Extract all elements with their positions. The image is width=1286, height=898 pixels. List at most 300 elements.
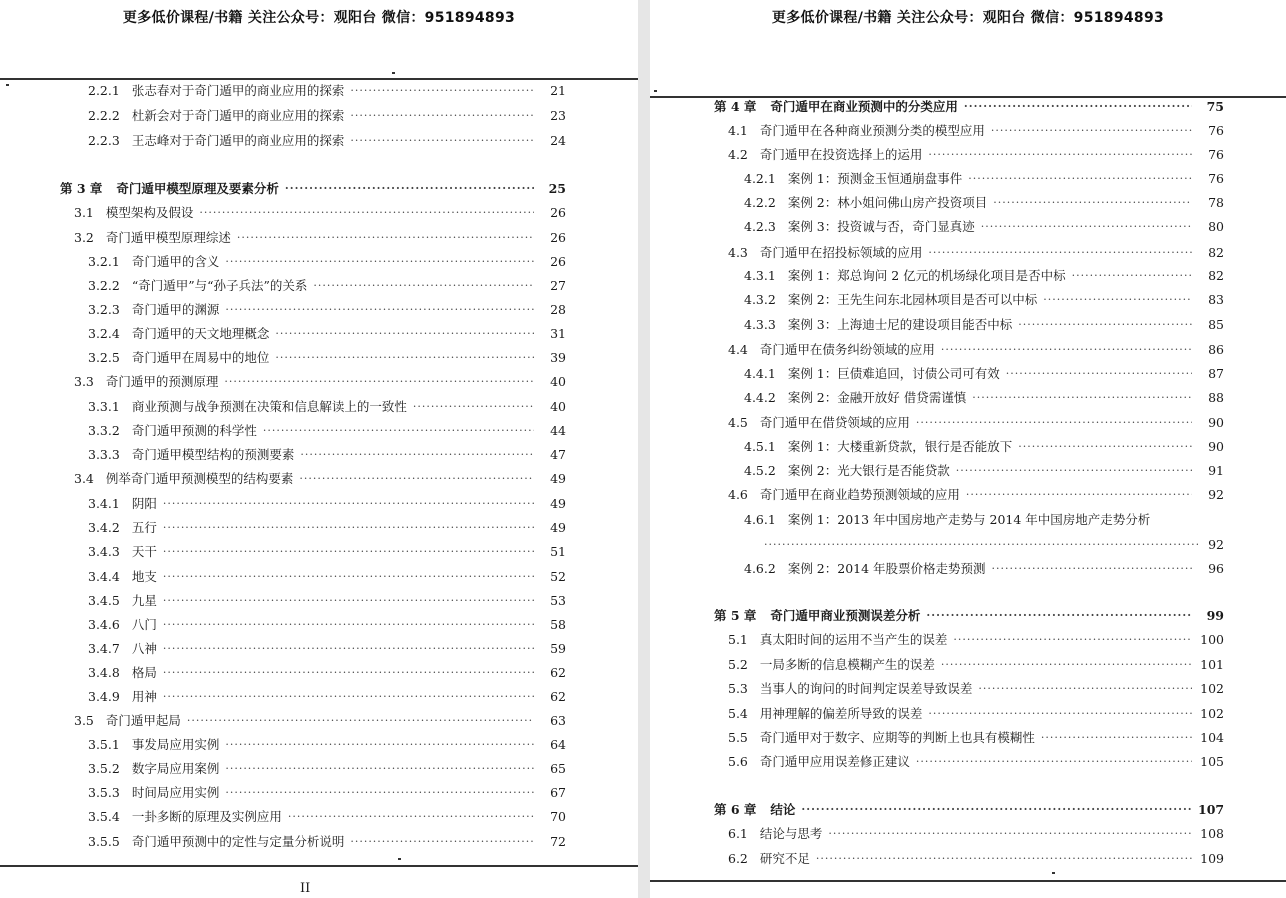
toc-entry-number: 4.6.2 [744,560,776,576]
toc-entry-number: 4.2.3 [744,218,776,234]
toc-entry-page: 40 [550,373,566,389]
toc-entry[interactable] [74,710,566,730]
toc-entry-number: 2.2.3 [88,132,120,148]
right-page [650,0,1286,898]
toc-entry[interactable] [88,420,566,440]
toc-entry-page: 82 [1208,244,1224,260]
toc-entry-title: 案例 2：林小姐问佛山房产投资项目 [787,195,988,210]
toc-entry-page: 96 [1208,560,1224,576]
toc-entry-title: 一卦多断的原理及实例应用 [131,809,282,824]
toc-entry[interactable] [74,202,566,222]
toc-entry-page: 52 [550,568,566,584]
toc-entry-title: 用神 [131,689,157,704]
toc-entry-title: 奇门遁甲在投资选择上的运用 [759,147,923,162]
toc-chapter-entry[interactable] [714,605,1224,625]
toc-entry-page: 105 [1200,753,1224,769]
toc-entry-number: 3.3.2 [88,422,120,438]
toc-entry-page: 78 [1208,194,1224,210]
scan-speck [398,858,401,860]
toc-entry-continuation [764,534,1224,554]
toc-entry-page: 21 [550,82,566,98]
toc-entry-number: 2.2.1 [88,82,120,98]
toc-entry-number: 3.1 [74,204,94,220]
leader-dots [1018,440,1192,453]
toc-entry-page: 87 [1208,365,1224,381]
leader-dots [993,196,1192,209]
toc-entry-page: 28 [550,301,566,317]
leader-dots [288,810,534,823]
toc-entry-page: 82 [1208,267,1224,283]
toc-entry-title: 奇门遁甲的含义 [131,254,220,269]
toc-entry-number: 4.3.2 [744,291,776,307]
toc-entry-number: 3.3 [74,373,94,389]
toc-entry-title: 天干 [131,544,157,559]
leader-dots [263,424,534,437]
toc-entry-title: 奇门遁甲在债务纠纷领域的应用 [759,342,935,357]
leader-dots [981,220,1192,233]
leader-dots [816,852,1192,865]
toc-entry-title: 时间局应用实例 [131,785,220,800]
toc-entry[interactable] [88,806,566,826]
toc-entry-page: 65 [550,760,566,776]
leader-dots [968,172,1192,185]
leader-dots [966,488,1192,501]
toc-entry-title: 案例 2：光大银行是否能贷款 [787,463,950,478]
toc-entry-page: 70 [550,808,566,824]
toc-entry-page: 27 [550,277,566,293]
bottom-rule [0,865,638,867]
toc-entry-title: 事发局应用实例 [131,737,220,752]
toc-entry-title: 五行 [131,520,157,535]
toc-entry[interactable] [728,629,1224,649]
leader-dots [163,666,534,679]
toc-entry-title: 奇门遁甲在各种商业预测分类的模型应用 [759,123,985,138]
toc-entry[interactable] [744,387,1224,407]
toc-entry[interactable] [88,80,566,100]
toc-entry[interactable] [728,242,1224,262]
leader-dots [972,391,1192,404]
leader-dots [413,400,534,413]
bottom-rule [650,880,1286,882]
toc-entry-page: 109 [1200,850,1224,866]
toc-entry-number: 3.5 [74,712,94,728]
toc-entry-page: 76 [1208,122,1224,138]
leader-dots [1043,293,1192,306]
page-number: II [300,881,311,896]
toc-entry[interactable] [88,347,566,367]
toc-entry-number: 4.2 [728,146,748,162]
leader-dots [163,545,534,558]
toc-entry-page: 26 [550,253,566,269]
scan-speck [392,72,395,74]
toc-entry-title: 用神理解的偏差所导致的误差 [759,706,923,721]
toc-entry-title: 模型架构及假设 [105,205,194,220]
toc-entry-page: 47 [550,446,566,462]
toc-chapter-entry[interactable] [714,799,1224,819]
leader-dots [225,303,534,316]
toc-entry-page: 86 [1208,341,1224,357]
toc-entry-number: 4.4.1 [744,365,776,381]
toc-entry-page: 76 [1208,170,1224,186]
toc-entry[interactable] [88,444,566,464]
toc-entry-title: 案例 3：上海迪士尼的建设项目能否中标 [787,317,1013,332]
toc-entry-number: 3.4.5 [88,592,120,608]
toc-entry-number: 6.2 [728,850,748,866]
toc-entry-number: 4.3.3 [744,316,776,332]
leader-dots [275,351,534,364]
toc-entry[interactable] [728,144,1224,164]
toc-entry[interactable] [88,541,566,561]
toc-entry-page: 23 [550,107,566,123]
toc-entry[interactable] [74,468,566,488]
toc-entry-title: 奇门遁甲在借贷领域的应用 [759,415,910,430]
toc-entry[interactable] [88,734,566,754]
toc-entry-page: 107 [1198,801,1225,817]
toc-entry[interactable] [88,323,566,343]
leader-dots [1018,318,1192,331]
toc-entry-number: 3.4.4 [88,568,120,584]
toc-entry-number: 3.4.9 [88,688,120,704]
toc-entry-number: 4.4.2 [744,389,776,405]
leader-dots [928,148,1192,161]
toc-entry-title: 杜新会对于奇门遁甲的商业应用的探索 [131,108,345,123]
toc-entry-title: 结论 [770,802,796,817]
toc-entry-title: 奇门遁甲在商业预测中的分类应用 [770,99,958,114]
toc-entry-number: 3.4.3 [88,543,120,559]
toc-entry[interactable] [88,782,566,802]
toc-entry-page: 24 [550,132,566,148]
toc-entry-number: 5.5 [728,729,748,745]
toc-entry-title: 奇门遁甲预测的科学性 [131,423,257,438]
toc-entry-title: 八神 [131,641,157,656]
toc-entry-title: 奇门遁甲商业预测误差分析 [770,608,921,623]
toc-entry-title: 一局多断的信息模糊产生的误差 [759,657,935,672]
toc-entry-page: 62 [550,664,566,680]
toc-entry-title: 王志峰对于奇门遁甲的商业应用的探索 [131,133,345,148]
toc-entry-number: 4.1 [728,122,748,138]
leader-dots [350,835,534,848]
toc-entry[interactable] [88,130,566,150]
toc-entry-title: 案例 1：巨债难追回，讨债公司可有效 [787,366,1000,381]
toc-chapter-entry[interactable] [714,96,1224,116]
toc-entry-page: 40 [550,398,566,414]
toc-entry-number: 第 4 章 [714,99,757,114]
toc-entry-number: 4.6.1 [744,511,776,527]
toc-entry-title: 奇门遁甲模型结构的预测要素 [131,447,295,462]
toc-entry[interactable] [88,566,566,586]
toc-entry-page: 99 [1206,607,1224,623]
toc-entry-page: 67 [550,784,566,800]
leader-dots [187,714,534,727]
toc-entry[interactable] [728,727,1224,747]
toc-entry[interactable] [88,275,566,295]
leader-dots [225,786,534,799]
toc-entry-page: 92 [1208,536,1224,552]
toc-entry[interactable] [728,703,1224,723]
toc-entry-number: 3.5.1 [88,736,120,752]
toc-entry-title: 奇门遁甲起局 [105,713,181,728]
toc-entry-page: 83 [1208,291,1224,307]
toc-entry-page: 101 [1200,656,1224,672]
toc-entry-number: 4.3 [728,244,748,260]
toc-entry-number: 3.5.5 [88,833,120,849]
toc-entry[interactable] [728,654,1224,674]
leader-dots [928,246,1192,259]
leader-dots [285,182,534,195]
toc-entry-title: 案例 2：2014 年股票价格走势预测 [787,561,986,576]
leader-dots [225,762,534,775]
leader-dots [1041,731,1192,744]
toc-entry-number: 3.4 [74,470,94,486]
toc-entry-number: 4.4 [728,341,748,357]
leader-dots [163,690,534,703]
toc-entry-number: 4.2.1 [744,170,776,186]
toc-entry[interactable] [74,227,566,247]
leader-dots [764,538,1198,551]
toc-entry-page: 90 [1208,414,1224,430]
toc-entry[interactable] [88,686,566,706]
toc-entry-page: 64 [550,736,566,752]
toc-entry-title: 格局 [131,665,157,680]
toc-entry[interactable] [88,831,566,851]
toc-entry-number: 4.5.2 [744,462,776,478]
leader-dots [199,206,534,219]
leader-dots [1006,367,1192,380]
toc-entry[interactable] [88,662,566,682]
toc-entry[interactable] [744,168,1224,188]
toc-entry[interactable] [728,678,1224,698]
leader-dots [163,497,534,510]
toc-entry-number: 第 6 章 [714,802,757,817]
toc-entry-title: 奇门遁甲在招投标领域的应用 [759,245,923,260]
toc-entry-title: 案例 1：2013 年中国房地产走势与 2014 年中国房地产走势分析 [787,512,1151,527]
toc-entry-page: 59 [550,640,566,656]
leader-dots [350,134,534,147]
toc-entry-number: 3.5.4 [88,808,120,824]
leader-dots [941,343,1192,356]
toc-entry[interactable] [728,412,1224,432]
toc-entry-number: 3.4.2 [88,519,120,535]
toc-entry-number: 3.4.1 [88,495,120,511]
toc-entry[interactable] [88,614,566,634]
toc-entry-number: 4.6 [728,486,748,502]
toc-entry-page: 108 [1200,825,1224,841]
toc-entry[interactable] [88,105,566,125]
toc-entry-number: 3.2.3 [88,301,120,317]
leader-dots [350,109,534,122]
toc-entry-page: 85 [1208,316,1224,332]
toc-entry-page: 90 [1208,438,1224,454]
leader-dots [163,594,534,607]
toc-entry-title: 案例 3：投资诚与否，奇门显真迹 [787,219,975,234]
leader-dots [828,827,1192,840]
toc-entry-page: 49 [550,495,566,511]
toc-entry-number: 3.5.3 [88,784,120,800]
toc-entry[interactable] [88,493,566,513]
toc-entry-number: 3.4.6 [88,616,120,632]
toc-entry[interactable] [88,758,566,778]
toc-entry[interactable] [744,314,1224,334]
toc-entry-page: 92 [1208,486,1224,502]
toc-entry-page: 72 [550,833,566,849]
toc-entry[interactable] [744,265,1224,285]
toc-entry[interactable] [88,638,566,658]
toc-entry-number: 3.3.1 [88,398,120,414]
toc-entry[interactable] [744,363,1224,383]
toc-entry-number: 5.2 [728,656,748,672]
toc-entry-title: 数字局应用案例 [131,761,220,776]
toc-entry-title: 案例 2：金融开放好 借贷需谨慎 [787,390,967,405]
toc-entry-page: 39 [550,349,566,365]
toc-entry-title: 八门 [131,617,157,632]
toc-entry-page: 100 [1200,631,1224,647]
toc-entry[interactable] [744,216,1224,236]
toc-entry-number: 4.2.2 [744,194,776,210]
toc-entry[interactable] [88,396,566,416]
toc-entry-number: 4.5 [728,414,748,430]
toc-entry-page: 25 [548,180,566,196]
toc-entry-title: 当事人的询问的时间判定误差导致误差 [759,681,973,696]
left-page [0,0,638,898]
toc-entry-title: 阴阳 [131,496,157,511]
toc-entry[interactable] [88,517,566,537]
toc-entry-title: 奇门遁甲应用误差修正建议 [759,754,910,769]
toc-entry-number: 3.2.1 [88,253,120,269]
leader-dots [801,803,1192,816]
leader-dots [964,100,1192,113]
toc-entry-title: “奇门遁甲”与“孙子兵法”的关系 [131,278,308,293]
toc-entry-number: 第 3 章 [60,181,103,196]
toc-entry-title: 地支 [131,569,157,584]
toc-entry-title: 奇门遁甲在周易中的地位 [131,350,270,365]
toc-entry[interactable] [744,460,1224,480]
toc-entry-number: 4.5.1 [744,438,776,454]
leader-dots [237,231,534,244]
leader-dots [941,658,1192,671]
page-header: 更多低价课程/书籍 关注公众号：观阳台 微信：951894893 [771,10,1165,26]
toc-entry-page: 76 [1208,146,1224,162]
toc-chapter-entry[interactable] [60,178,566,198]
toc-entry-title: 案例 2：王先生问东北园林项目是否可以中标 [787,292,1038,307]
toc-entry-title: 奇门遁甲的预测原理 [105,374,219,389]
toc-entry-number: 3.5.2 [88,760,120,776]
toc-entry[interactable] [88,251,566,271]
scan-speck [654,90,657,92]
toc-entry-page: 63 [550,712,566,728]
toc-entry-page: 62 [550,688,566,704]
toc-entry[interactable] [88,299,566,319]
toc-entry-number: 3.2 [74,229,94,245]
leader-dots [916,416,1192,429]
toc-entry-title: 研究不足 [759,851,810,866]
toc-entry-page: 49 [550,519,566,535]
toc-entry[interactable] [88,590,566,610]
toc-entry-number: 5.3 [728,680,748,696]
toc-entry-title: 奇门遁甲的天文地理概念 [131,326,270,341]
toc-entry-number: 4.3.1 [744,267,776,283]
toc-entry-number: 3.2.2 [88,277,120,293]
toc-entry-title: 奇门遁甲模型原理及要素分析 [116,181,279,196]
toc-entry-number: 5.1 [728,631,748,647]
toc-entry-page: 102 [1200,705,1224,721]
leader-dots [224,375,534,388]
toc-entry-page: 75 [1206,98,1224,114]
toc-entry[interactable] [74,371,566,391]
toc-entry[interactable] [728,120,1224,140]
toc-entry-number: 3.4.7 [88,640,120,656]
toc-entry-title: 结论与思考 [759,826,823,841]
leader-dots [991,124,1192,137]
toc-entry[interactable] [728,751,1224,771]
leader-dots [953,633,1192,646]
toc-entry[interactable] [744,509,1226,529]
toc-entry-title: 九星 [131,593,157,608]
toc-entry-page: 26 [550,229,566,245]
toc-entry[interactable] [744,558,1224,578]
toc-entry-page: 44 [550,422,566,438]
toc-entry-number: 3.2.4 [88,325,120,341]
toc-entry-number: 3.2.5 [88,349,120,365]
toc-entry-number: 5.6 [728,753,748,769]
leader-dots [163,570,534,583]
leader-dots [163,618,534,631]
toc-entry-page: 91 [1208,462,1224,478]
toc-entry-title: 真太阳时间的运用不当产生的误差 [759,632,948,647]
toc-entry-title: 张志春对于奇门遁甲的商业应用的探索 [131,83,345,98]
leader-dots [1072,269,1192,282]
leader-dots [916,755,1192,768]
toc-entry-page: 49 [550,470,566,486]
leader-dots [926,609,1192,622]
toc-entry-number: 2.2.2 [88,107,120,123]
leader-dots [299,472,534,485]
toc-entry-number: 5.4 [728,705,748,721]
toc-entry-page: 26 [550,204,566,220]
toc-entry-title: 奇门遁甲模型原理综述 [105,230,231,245]
toc-entry-number: 3.4.8 [88,664,120,680]
leader-dots [992,562,1192,575]
toc-entry-page: 53 [550,592,566,608]
toc-entry-title: 例举奇门遁甲预测模型的结构要素 [105,471,294,486]
toc-entry-title: 案例 1：大楼重新贷款，银行是否能放下 [787,439,1013,454]
toc-entry-title: 案例 1：郑总询问 2 亿元的机场绿化项目是否中标 [787,268,1066,283]
toc-entry-page: 88 [1208,389,1224,405]
leader-dots [163,521,534,534]
toc-entry[interactable] [744,192,1224,212]
toc-entry-page: 102 [1200,680,1224,696]
toc-entry-number: 3.3.3 [88,446,120,462]
leader-dots [350,84,534,97]
toc-entry[interactable] [744,436,1224,456]
toc-entry-title: 奇门遁甲对于数字、应期等的判断上也具有模糊性 [759,730,1035,745]
leader-dots [956,464,1192,477]
leader-dots [225,255,534,268]
toc-entry[interactable] [744,289,1224,309]
toc-entry[interactable] [728,339,1224,359]
leader-dots [928,707,1192,720]
toc-entry-number: 第 5 章 [714,608,757,623]
leader-dots [978,682,1192,695]
toc-entry-number: 6.1 [728,825,748,841]
toc-entry[interactable] [728,848,1224,868]
toc-entry-title: 奇门遁甲在商业趋势预测领域的应用 [759,487,960,502]
scan-speck [1052,872,1055,874]
leader-dots [275,327,534,340]
toc-entry[interactable] [728,484,1224,504]
leader-dots [300,448,534,461]
toc-entry[interactable] [728,823,1224,843]
toc-entry-title: 案例 1：预测金玉恒通崩盘事件 [787,171,963,186]
